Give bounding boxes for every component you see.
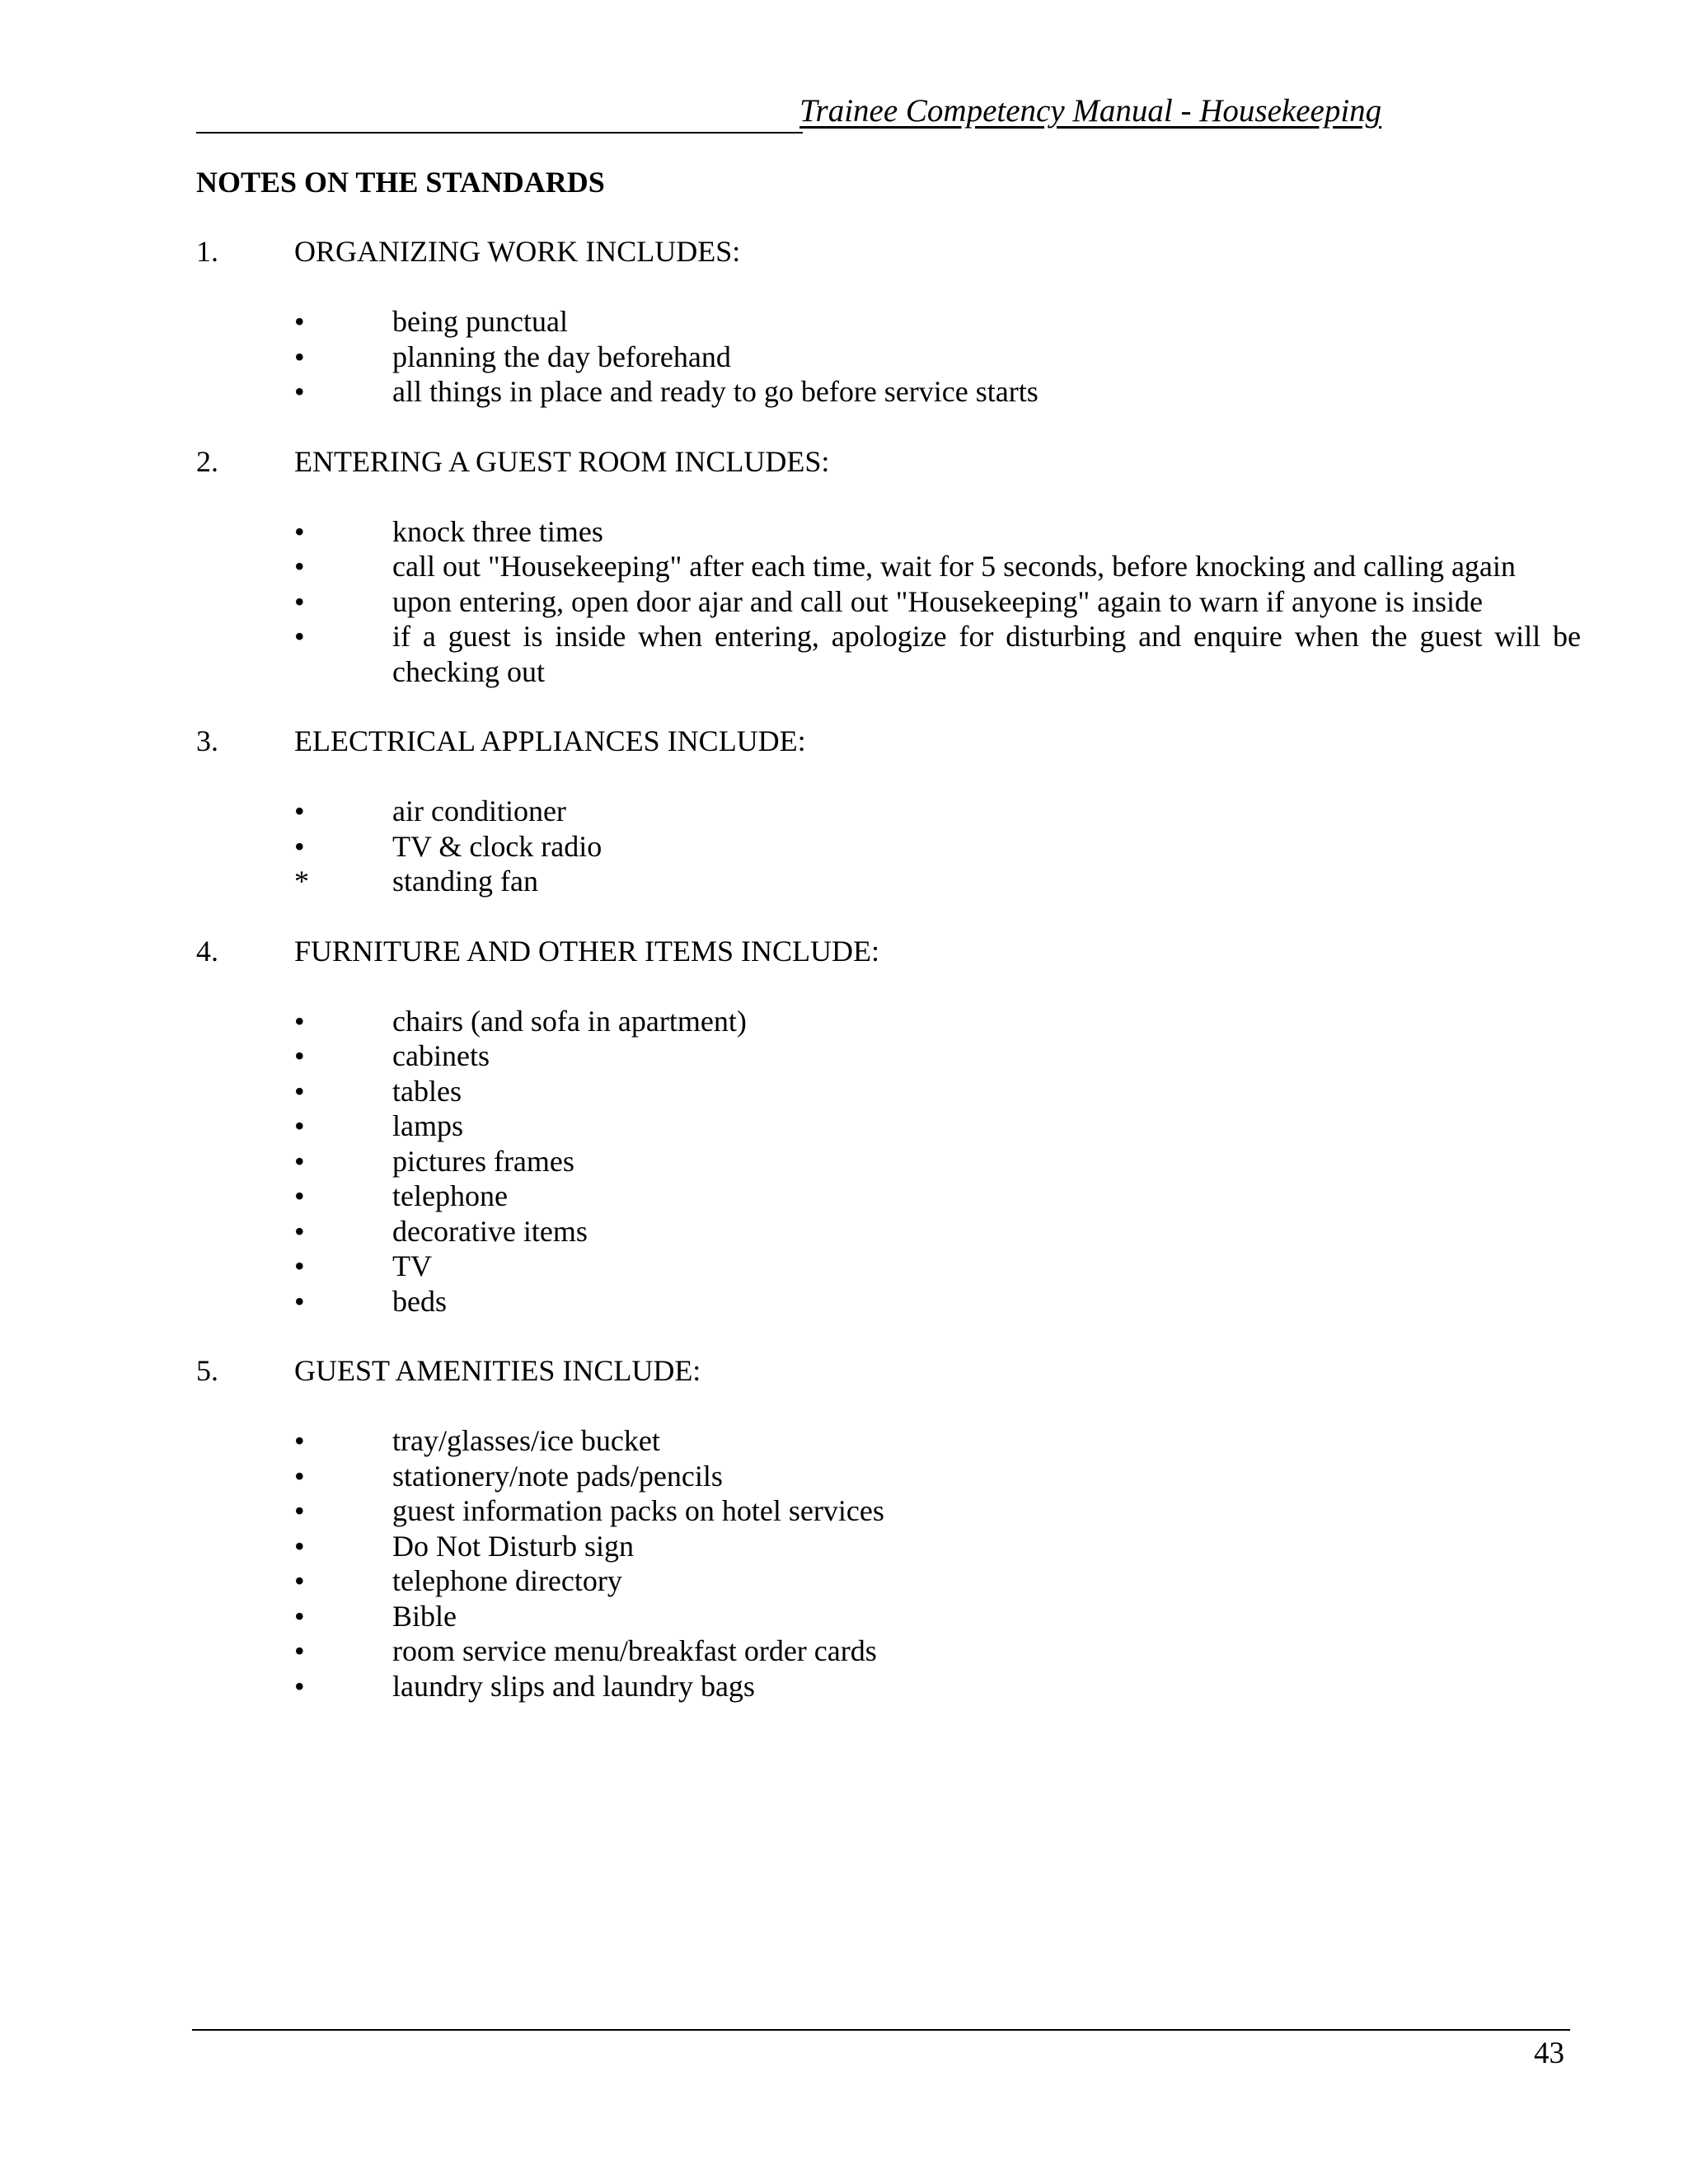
list-item	[196, 1249, 1581, 1284]
list-item-text: telephone	[392, 1179, 508, 1212]
bullet-marker: •	[294, 550, 305, 583]
list-item	[196, 864, 1581, 899]
footer-rule	[192, 2029, 1570, 2031]
list-item	[196, 1214, 1581, 1249]
section-heading	[196, 444, 1581, 479]
list-item-text: stationery/note pads/pencils	[392, 1459, 723, 1493]
bullet-marker: •	[294, 1109, 305, 1142]
bullet-marker: •	[294, 1179, 305, 1212]
section-title: GUEST AMENITIES INCLUDE:	[294, 1354, 701, 1387]
bullet-marker: •	[294, 1529, 305, 1563]
section-title: ENTERING A GUEST ROOM INCLUDES:	[294, 444, 830, 478]
list-item	[196, 374, 1581, 410]
bullet-marker: •	[294, 340, 305, 373]
list-item	[196, 1179, 1581, 1214]
section-heading	[196, 234, 1581, 269]
notes-section	[196, 234, 1581, 410]
list-item-text: telephone directory	[392, 1564, 622, 1597]
bullet-marker: •	[294, 1459, 305, 1493]
list-item	[196, 1599, 1581, 1634]
notes-sections	[196, 234, 1581, 1738]
bullet-marker: •	[294, 514, 305, 548]
list-item-text: knock three times	[392, 514, 603, 548]
list-item-text: if a guest is inside when entering, apologize for disturbing and enquire when the guest will be checking out	[392, 620, 1581, 688]
list-item	[196, 1074, 1581, 1109]
list-item-text: Bible	[392, 1599, 457, 1633]
running-header-title: Trainee Competency Manual - Housekeeping	[799, 93, 1382, 129]
section-heading	[196, 1353, 1581, 1388]
bullet-marker: •	[294, 1039, 305, 1072]
list-item	[196, 304, 1581, 340]
list-item-text: lamps	[392, 1109, 463, 1142]
section-number: 3.	[196, 724, 218, 757]
bullet-marker: •	[294, 1669, 305, 1703]
bullet-list	[196, 304, 1581, 410]
list-item	[196, 1529, 1581, 1564]
list-item-text: laundry slips and laundry bags	[392, 1669, 755, 1703]
notes-section	[196, 444, 1581, 690]
list-item	[196, 514, 1581, 550]
section-heading	[196, 934, 1581, 968]
list-item-text: cabinets	[392, 1039, 490, 1072]
list-item-text: TV & clock radio	[392, 829, 603, 863]
list-item-text: tray/glasses/ice bucket	[392, 1424, 660, 1457]
bullet-marker: •	[294, 1494, 305, 1527]
bullet-list	[196, 794, 1581, 899]
list-item	[196, 1144, 1581, 1179]
bullet-marker: •	[294, 1424, 305, 1457]
bullet-marker: •	[294, 829, 305, 863]
list-item-text: TV	[392, 1249, 432, 1282]
bullet-marker: •	[294, 1074, 305, 1108]
list-item-text: pictures frames	[392, 1144, 574, 1178]
list-item-text: tables	[392, 1074, 462, 1108]
list-item-text: beds	[392, 1284, 447, 1318]
bullet-list	[196, 1423, 1581, 1704]
section-title: ELECTRICAL APPLIANCES INCLUDE:	[294, 724, 806, 757]
list-item	[196, 1459, 1581, 1494]
list-item-text: planning the day beforehand	[392, 340, 731, 373]
list-item	[196, 829, 1581, 865]
list-item	[196, 1563, 1581, 1599]
list-item	[196, 1493, 1581, 1529]
list-item	[196, 794, 1581, 829]
bullet-marker: •	[294, 1284, 305, 1318]
list-item-text: chairs (and sofa in apartment)	[392, 1004, 747, 1038]
bullet-marker: •	[294, 1249, 305, 1282]
asterisk-marker: *	[294, 865, 309, 898]
section-number: 2.	[196, 444, 218, 478]
section-number: 5.	[196, 1354, 218, 1387]
list-item	[196, 1038, 1581, 1074]
bullet-list	[196, 1004, 1581, 1319]
section-title: ORGANIZING WORK INCLUDES:	[294, 235, 741, 268]
list-item-text: all things in place and ready to go before service starts	[392, 375, 1039, 408]
list-item	[196, 1284, 1581, 1319]
bullet-marker: •	[294, 1004, 305, 1038]
list-item-text: call out "Housekeeping" after each time, wait for 5 seconds, before knocking and calling again	[392, 550, 1516, 583]
bullet-marker: •	[294, 1564, 305, 1597]
bullet-marker: •	[294, 584, 305, 618]
list-item-text: upon entering, open door ajar and call out "Housekeeping" again to warn if anyone is inside	[392, 584, 1484, 618]
notes-heading: NOTES ON THE STANDARDS	[196, 166, 605, 199]
list-item-text: room service menu/breakfast order cards	[392, 1634, 877, 1667]
section-heading	[196, 724, 1581, 758]
list-item	[196, 340, 1581, 375]
section-number: 1.	[196, 235, 218, 268]
bullet-marker: •	[294, 794, 305, 827]
list-item	[196, 1633, 1581, 1669]
list-item-text: decorative items	[392, 1214, 588, 1248]
list-item	[196, 1669, 1581, 1704]
list-item-text: Do Not Disturb sign	[392, 1529, 635, 1563]
bullet-marker: •	[294, 1634, 305, 1667]
list-item	[196, 1423, 1581, 1459]
section-number: 4.	[196, 934, 218, 968]
notes-section	[196, 724, 1581, 899]
list-item	[196, 1004, 1581, 1039]
list-item	[196, 549, 1581, 584]
list-item-text: guest information packs on hotel services	[392, 1494, 884, 1527]
notes-section	[196, 1353, 1581, 1704]
bullet-marker: •	[294, 1144, 305, 1178]
list-item	[196, 1108, 1581, 1144]
page-number: 43	[1534, 2036, 1564, 2070]
list-item-text: being punctual	[392, 305, 568, 338]
header-rule	[196, 132, 803, 134]
list-item	[196, 584, 1581, 620]
list-item	[196, 619, 1581, 689]
bullet-list	[196, 514, 1581, 690]
bullet-marker: •	[294, 1214, 305, 1248]
bullet-marker: •	[294, 620, 305, 653]
bullet-marker: •	[294, 1599, 305, 1633]
notes-section	[196, 934, 1581, 1319]
section-title: FURNITURE AND OTHER ITEMS INCLUDE:	[294, 934, 879, 968]
list-item-text: air conditioner	[392, 794, 566, 827]
bullet-marker: •	[294, 375, 305, 408]
bullet-marker: •	[294, 305, 305, 338]
list-item-text: standing fan	[392, 865, 538, 898]
